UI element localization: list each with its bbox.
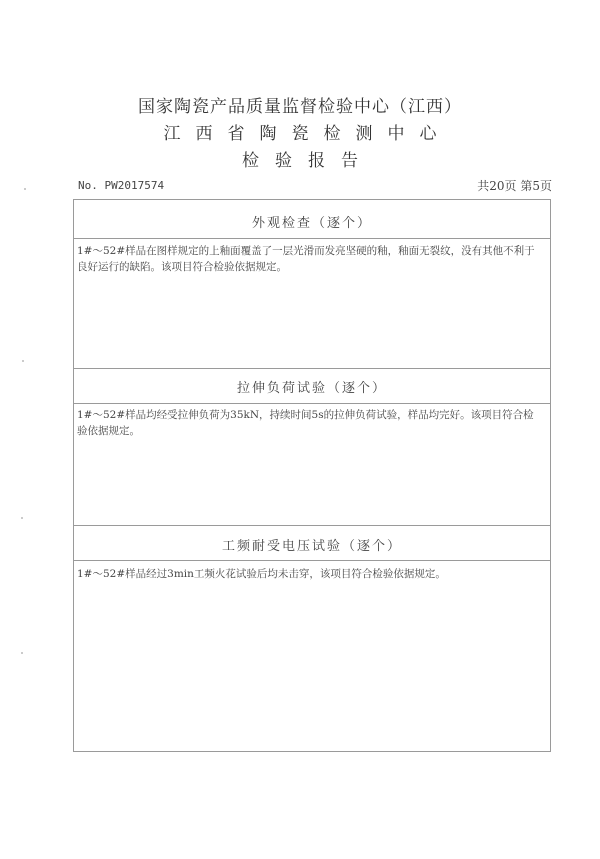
section-body-voltage: 1#～52#样品经过3min工频火花试验后均未击穿，该项目符合检验依据规定。: [77, 568, 446, 580]
scan-speck: [22, 360, 24, 362]
section-body-tensile: 1#～52#样品均经受拉伸负荷为35kN，持续时间5s的拉伸负荷试验，样品均完好。该项目符合检验依据规定。: [77, 409, 534, 437]
section-divider: [74, 403, 550, 404]
page-info: 共20页 第5页: [477, 179, 552, 193]
scan-speck: [21, 517, 23, 519]
scan-speck: [24, 188, 26, 190]
section-divider: [74, 560, 550, 561]
section-body-appearance: 1#～52#样品在图样规定的上釉面覆盖了一层光滑而发亮坚硬的釉，釉面无裂纹，没有其他不利于良好运行的缺陷。该项目符合检验依据规定。: [77, 245, 535, 273]
header-report-title: 检验报告: [242, 151, 374, 171]
scan-speck: [21, 652, 23, 654]
section-title-voltage: 工频耐受电压试验（逐个）: [221, 539, 402, 554]
header-center-name: 国家陶瓷产品质量监督检验中心（江西）: [138, 97, 462, 117]
section-title-appearance: 外观检查（逐个）: [251, 216, 372, 231]
section-divider: [74, 525, 550, 526]
section-divider: [74, 238, 550, 239]
header-province-center: 江西省陶瓷检测中心: [163, 124, 452, 144]
report-table: [73, 199, 551, 752]
report-number: No. PW2017574: [78, 179, 165, 192]
section-title-tensile: 拉伸负荷试验（逐个）: [236, 381, 387, 396]
section-divider: [74, 368, 550, 369]
